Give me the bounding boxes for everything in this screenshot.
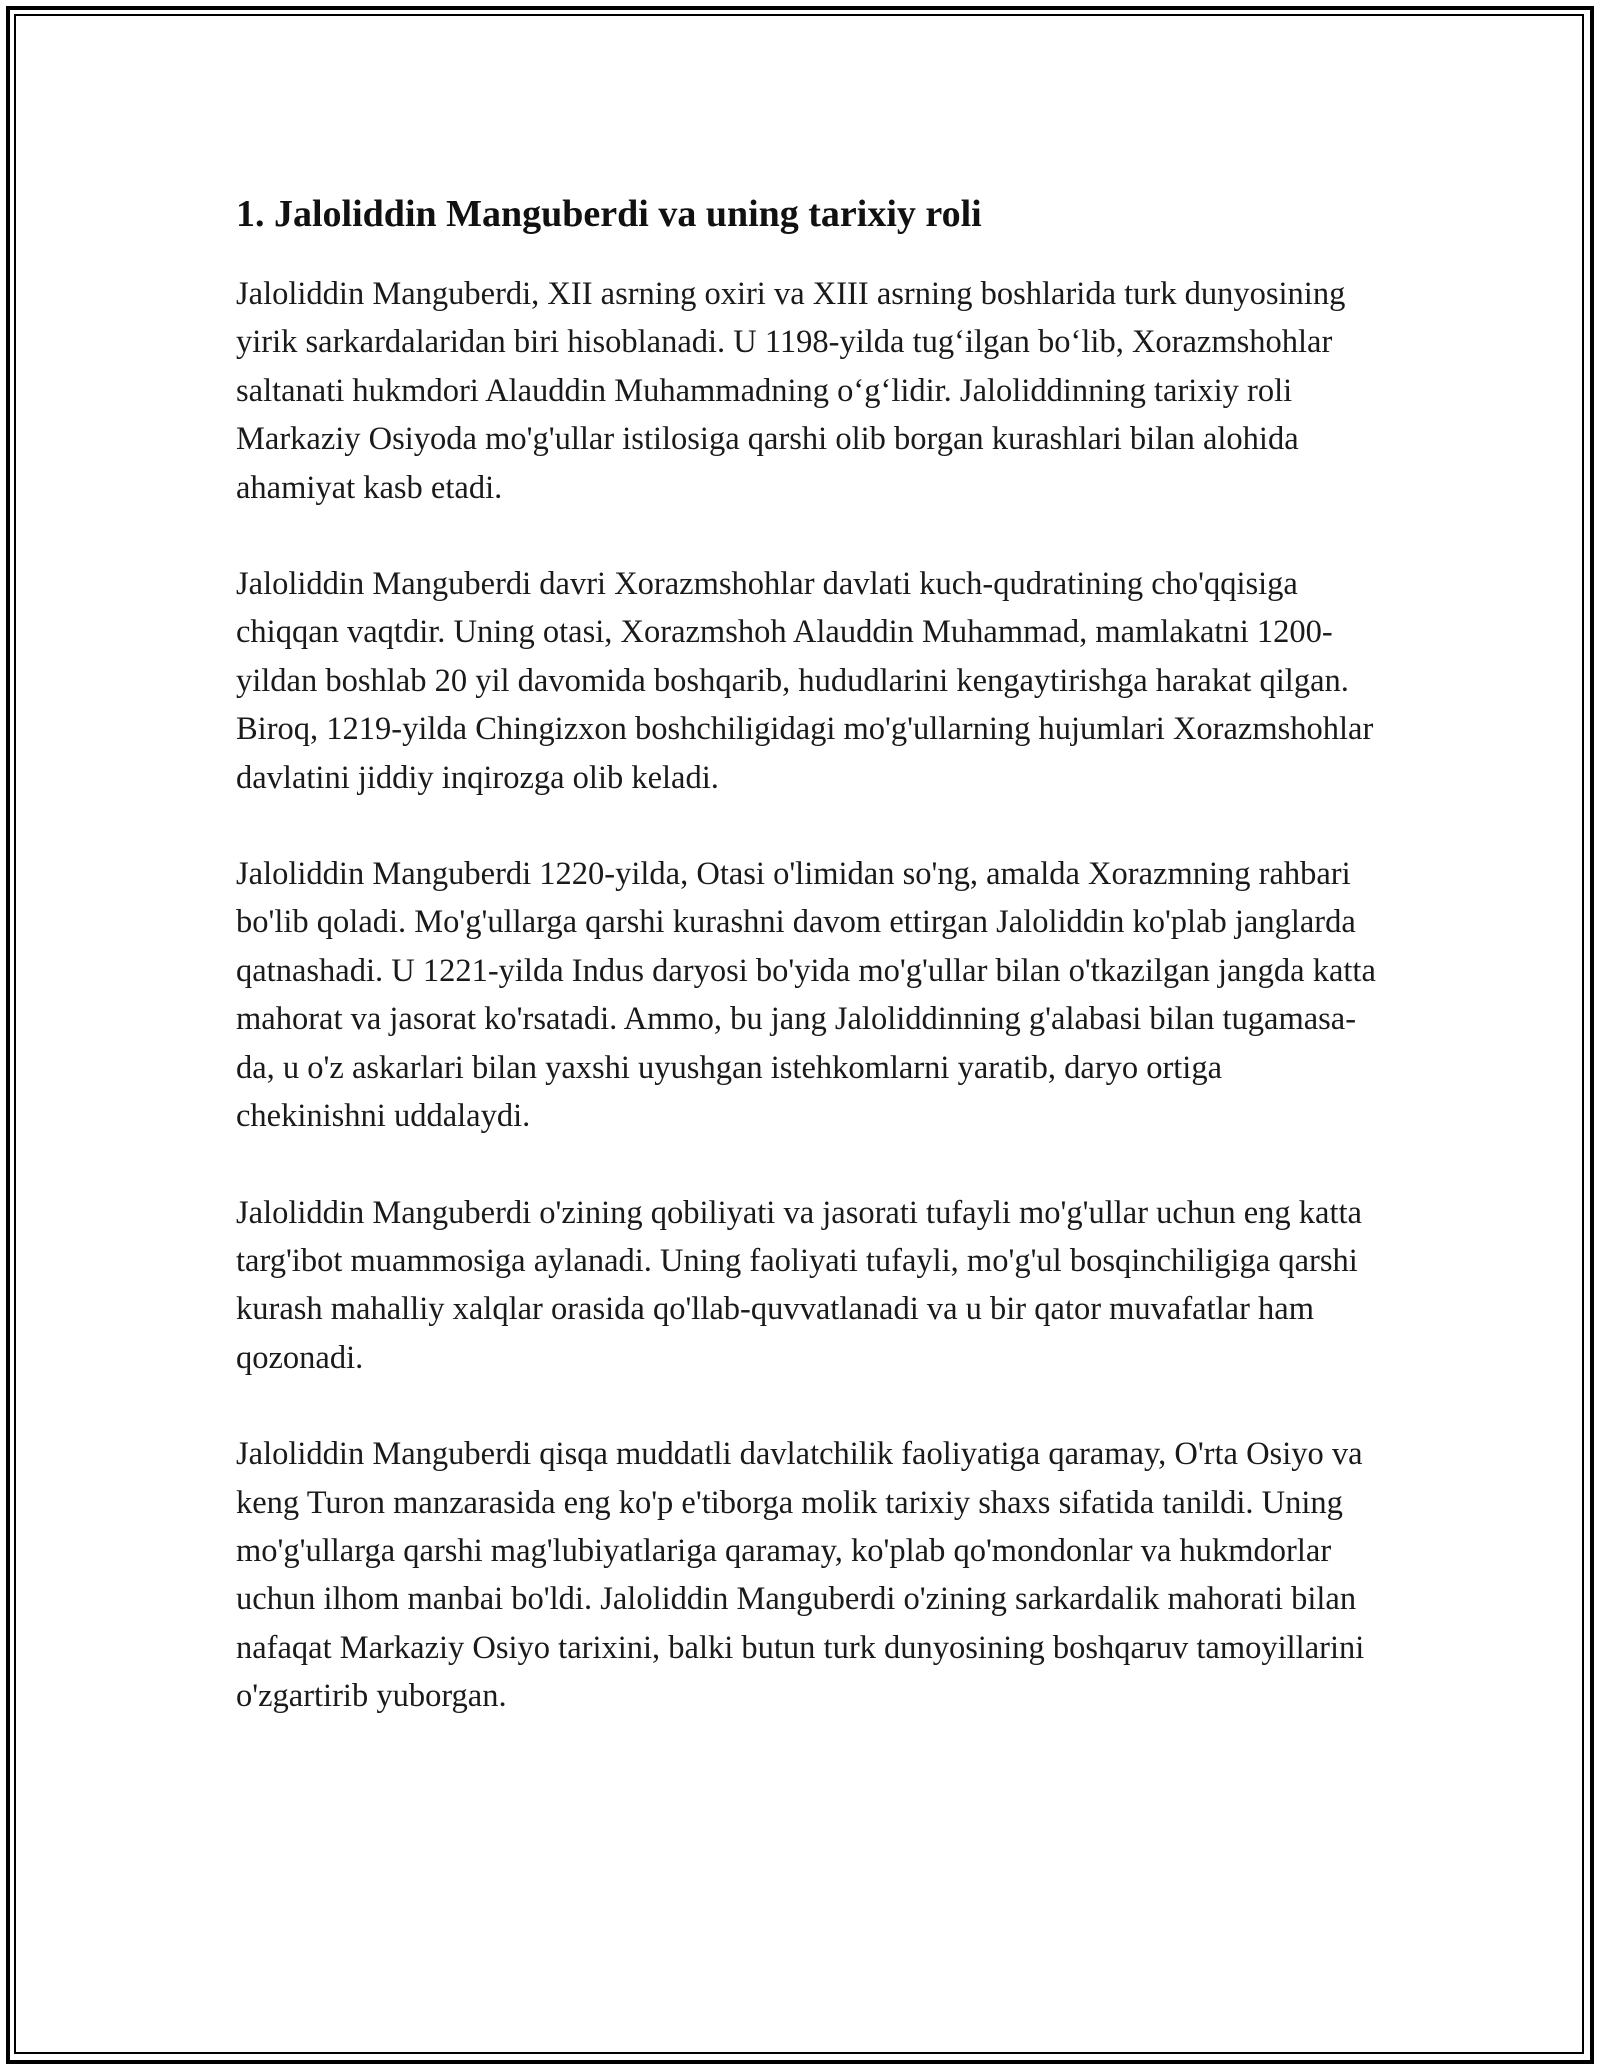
paragraph-2: Jaloliddin Manguberdi davri Xorazmshohlar davlati kuch-qudratining cho'qqisiga chiqqan vaqtdir. Uning otasi, Xorazmshoh Alauddin Muhammad, mamlakatni 1200-yildan boshlab 20 yil davomida boshqarib, hududlarini kengaytirishga harakat qilgan. Biroq, 1219-yilda Chingizxon boshchiligidagi mo'g'ullarning hujumlari Xorazmshohlar davlatini jiddiy inqirozga olib keladi. <box>236 566 1374 796</box>
document-body <box>236 188 1376 1769</box>
paragraph-5: Jaloliddin Manguberdi qisqa muddatli davlatchilik faoliyatiga qaramay, O'rta Osiyo va keng Turon manzarasida eng ko'p e'tiborga molik tarixiy shaxs sifatida tanildi. Uning mo'g'ullarga qarshi mag'lubiyatlariga qaramay, ko'plab qo'mondonlar va hukmdorlar uchun ilhom manbai bo'ldi. Jaloliddin Manguberdi o'zining sarkardalik mahorati bilan nafaqat Markaziy Osiyo tarixini, balki butun turk dunyosining boshqaruv tamoyillarini o'zgartirib yuborgan. <box>236 1436 1365 1715</box>
paragraph-4: Jaloliddin Manguberdi o'zining qobiliyati va jasorati tufayli mo'g'ullar uchun eng katta targ'ibot muammosiga aylanadi. Uning faoliyati tufayli, mo'g'ul bosqinchiligiga qarshi kurash mahalliy xalqlar orasida qo'llab-quvvatlanadi va u bir qator muvafatlar ham qozonadi. <box>236 1194 1362 1376</box>
paragraph-3: Jaloliddin Manguberdi 1220-yilda, Otasi o'limidan so'ng, amalda Xorazmning rahbari bo'lib qoladi. Mo'g'ullarga qarshi kurashni davom ettirgan Jaloliddin ko'plab janglarda qatnashadi. U 1221-yilda Indus daryosi bo'yida mo'g'ullar bilan o'tkazilgan jangda katta mahorat va jasorat ko'rsatadi. Ammo, bu jang Jaloliddinning g'alabasi bilan tugamasa-da, u o'z askarlari bilan yaxshi uyushgan istehkomlarni yaratib, daryo ortiga chekinishni uddalaydi. <box>236 856 1376 1135</box>
document-title: 1. Jaloliddin Manguberdi va uning tarixiy roli <box>236 193 982 235</box>
paragraph-1: Jaloliddin Manguberdi, XII asrning oxiri va XIII asrning boshlarida turk dunyosining yirik sarkardalaridan biri hisoblanadi. U 1198-yilda tug‘ilgan bo‘lib, Xorazmshohlar saltanati hukmdori Alauddin Muhammadning o‘g‘lidir. Jaloliddinning tarixiy roli Markaziy Osiyoda mo'g'ullar istilosiga qarshi olib borgan kurashlari bilan alohida ahamiyat kasb etadi. <box>236 276 1346 506</box>
